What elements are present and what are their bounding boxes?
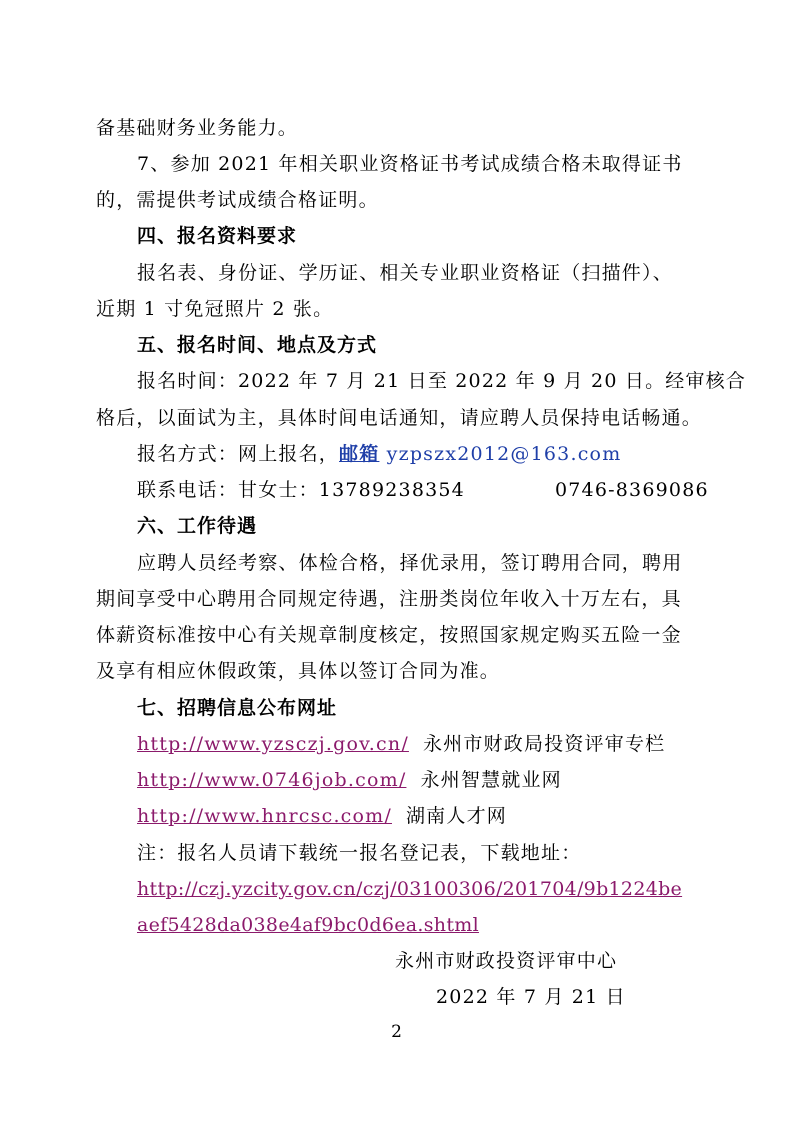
url-line-3 xyxy=(137,804,507,828)
page-number: 2 xyxy=(391,1022,402,1042)
email-label[interactable]: 邮箱 xyxy=(339,443,380,465)
section-heading-4: 四、报名资料要求 xyxy=(137,225,298,247)
contact-phone-line xyxy=(137,478,709,502)
paragraph-line: 近期 1 寸免冠照片 2 张。 xyxy=(96,298,334,320)
url-desc-1: 永州市财政局投资评审专栏 xyxy=(422,733,666,755)
url-link-0746job[interactable]: http://www.0746job.com/ xyxy=(137,769,407,791)
email-address[interactable]: yzpszx2012@163.com xyxy=(386,443,622,465)
url-line-1 xyxy=(137,732,665,756)
download-link-part-2[interactable]: aef5428da038e4af9bc0d6ea.shtml xyxy=(137,914,479,936)
contact-mobile: 联系电话：甘女士：13789238354 xyxy=(137,479,465,501)
paragraph-line: 应聘人员经考察、体检合格，择优录用，签订聘用合同，聘用 xyxy=(137,552,683,574)
paragraph-line: 期间享受中心聘用合同规定待遇，注册类岗位年收入十万左右，具 xyxy=(96,588,682,610)
section-heading-7: 七、招聘信息公布网址 xyxy=(137,697,338,719)
signature-org: 永州市财政投资评审中心 xyxy=(395,950,618,972)
url-desc-3: 湖南人才网 xyxy=(405,805,507,827)
contact-landline: 0746-8369086 xyxy=(554,479,709,501)
paragraph-line: 备基础财务业务能力。 xyxy=(96,117,299,139)
registration-method-label: 报名方式：网上报名， xyxy=(137,443,340,465)
paragraph-line: 报名表、身份证、学历证、相关专业职业资格证（扫描件）、 xyxy=(137,262,673,284)
paragraph-line: 及享有相应休假政策，具体以签订合同为准。 xyxy=(96,660,501,682)
paragraph-line: 7、参加 2021 年相关职业资格证书考试成绩合格未取得证书 xyxy=(137,153,683,175)
section-heading-5: 五、报名时间、地点及方式 xyxy=(137,334,378,356)
paragraph-line: 体薪资标准按中心有关规章制度核定，按照国家规定购买五险一金 xyxy=(96,624,682,646)
signature-date: 2022 年 7 月 21 日 xyxy=(436,986,626,1008)
paragraph-line: 格后，以面试为主，具体时间电话通知，请应聘人员保持电话畅通。 xyxy=(96,407,703,429)
url-line-2 xyxy=(137,768,562,792)
url-link-hnrcsc[interactable]: http://www.hnrcsc.com/ xyxy=(137,805,392,827)
registration-method-line xyxy=(137,442,621,466)
download-note: 注：报名人员请下载统一报名登记表，下载地址： xyxy=(137,842,582,864)
url-desc-2: 永州智慧就业网 xyxy=(420,769,562,791)
url-link-yzsczj[interactable]: http://www.yzsczj.gov.cn/ xyxy=(137,733,409,755)
download-link-part-1[interactable]: http://czj.yzcity.gov.cn/czj/03100306/201704/9b1224be xyxy=(137,878,683,900)
section-heading-6: 六、工作待遇 xyxy=(137,515,258,537)
paragraph-line: 报名时间：2022 年 7 月 21 日至 2022 年 9 月 20 日。经审核合 xyxy=(137,370,747,392)
paragraph-line: 的，需提供考试成绩合格证明。 xyxy=(96,189,379,211)
